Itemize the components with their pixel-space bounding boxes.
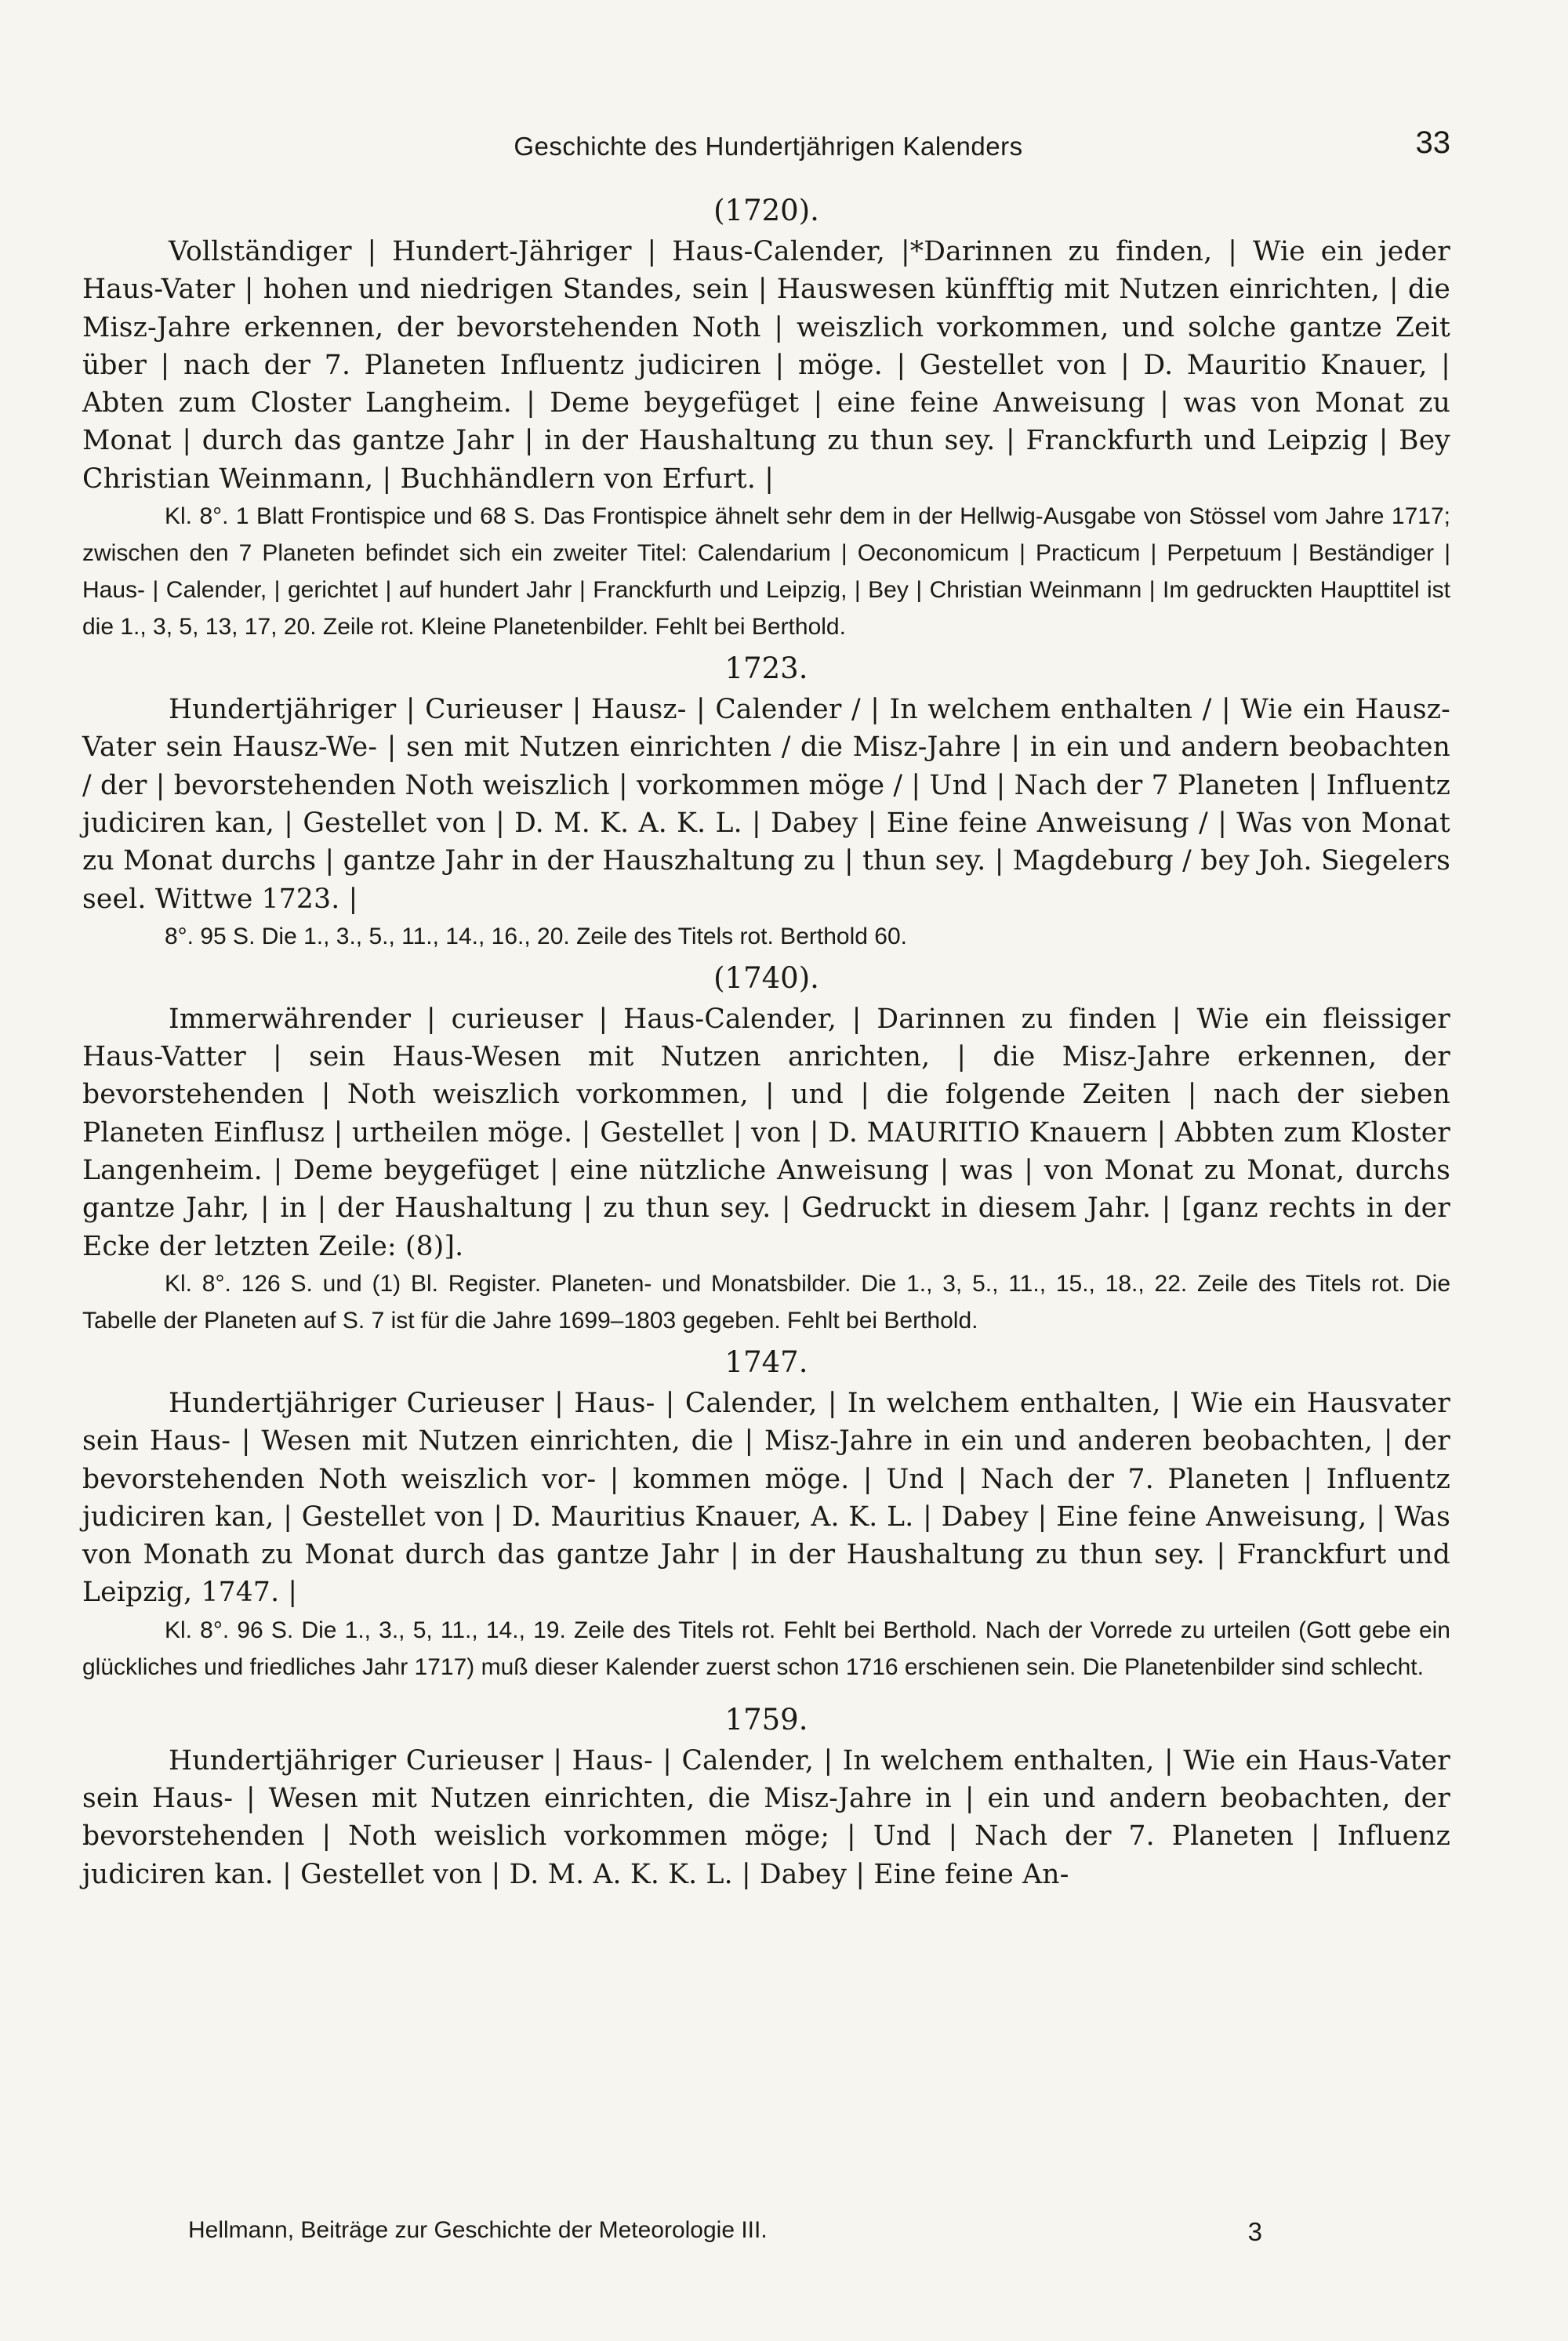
- entry-year: 1759.: [724, 1702, 808, 1737]
- entry-title-transcription: Vollständiger | Hundert-Jähriger | Haus-Calender, |*Darinnen zu finden, | Wie ein jeder Haus-Vater | hohen und niedrigen Standes, sein | Hauswesen künfftig mit Nutzen einrichten, | die Misz-Jahre erkennen, der bevorstehenden Noth | weiszlich vorkommen, und solche gantze Zeit über | nach der 7. Planeten Influentz judiciren | möge. | Gestellet von | D. Mauritio Knauer, | Abten zum Closter Langheim. | Deme beygefüget | eine feine Anweisung | was von Monat zu Monat | durch das gantze Jahr | in der Haushaltung zu thun sey. | Franckfurth und Leipzig | Bey Christian Weinmann, | Buchhändlern von Erfurt. |: [82, 236, 1450, 495]
- entry-bibliographic-note: Kl. 8°. 96 S. Die 1., 3., 5, 11., 14., 19. Zeile des Titels rot. Fehlt bei Berthold. Nach der Vorrede zu urteilen (Gott gebe ein glückliches und friedliches Jahr 1717) muß dieser Kalender zuerst schon 1716 erschienen sein. Die Planetenbilder sind schlecht.: [82, 1617, 1450, 1680]
- entry-year: (1740).: [713, 960, 819, 995]
- entry-year: (1720).: [713, 194, 819, 227]
- entry-year: 1723.: [724, 651, 808, 686]
- footer-citation: Hellmann, Beiträge zur Geschichte der Meteorologie III.: [188, 2217, 768, 2243]
- running-head: [86, 125, 1450, 172]
- entry-bibliographic-note: Kl. 8°. 126 S. und (1) Bl. Register. Planeten- und Monatsbilder. Die 1., 3, 5., 11., 15., 18., 22. Zeile des Titels rot. Die Tabelle der Planeten auf S. 7 ist für die Jahre 1699–1803 gegeben. Fehlt bei Berthold.: [82, 1270, 1450, 1334]
- entry-bibliographic-note: 8°. 95 S. Die 1., 3., 5., 11., 14., 16., 20. Zeile des Titels rot. Berthold 60.: [165, 923, 907, 949]
- calendar-entry-1723: [82, 650, 1450, 955]
- running-title: Geschichte des Hundertjährigen Kalenders: [514, 132, 1023, 161]
- calendar-entry-1747: [82, 1344, 1450, 1686]
- entry-title-transcription: Hundertjähriger Curieuser | Haus- | Calender, | In welchem enthalten, | Wie ein Hausvater sein Haus- | Wesen mit Nutzen einrichten, die | Misz-Jahre in ein und anderen beobachten, | der bevorstehenden Noth weiszlich vor- | kommen möge. | Und | Nach der 7. Planeten | Influentz judiciren kan, | Gestellet von | D. Mauritius Knauer, A. K. L. | Dabey | Eine feine Anweisung, | Was von Monath zu Monat durch das gantze Jahr | in der Haushaltung zu thun sey. | Franckfurt und Leipzig, 1747. |: [82, 1387, 1450, 1609]
- entry-spacer: [82, 1690, 1450, 1701]
- calendar-entry-1759: [82, 1701, 1450, 1893]
- calendar-entry-1720: [82, 192, 1450, 645]
- calendar-entry-1740: [82, 960, 1450, 1339]
- entry-bibliographic-note: Kl. 8°. 1 Blatt Frontispice und 68 S. Das Frontispice ähnelt sehr dem in der Hellwig-Ausgabe von Stössel vom Jahre 1717; zwischen den 7 Planeten befindet sich ein zweiter Titel: Calendarium | Oeconomicum | Practicum | Perpetuum | Beständiger | Haus- | Calender, | gerichtet | auf hundert Jahr | Franckfurth und Leipzig, | Bey | Christian Weinmann | Im gedruckten Haupttitel ist die 1., 3, 5, 13, 17, 20. Zeile rot. Kleine Planetenbilder. Fehlt bei Berthold.: [82, 503, 1450, 641]
- page-number: 33: [1415, 125, 1450, 160]
- signature-mark: 3: [1247, 2217, 1262, 2246]
- entry-title-transcription: Hundertjähriger Curieuser | Haus- | Calender, | In welchem enthalten, | Wie ein Haus-Vater sein Haus- | Wesen mit Nutzen einrichten, die Misz-Jahre in | ein und andern beobachten, der bevorstehenden | Noth weislich vorkommen möge; | Und | Nach der 7. Planeten | Influenz judiciren kan. | Gestellet von | D. M. A. K. K. L. | Dabey | Eine feine An-: [82, 1744, 1450, 1890]
- page-body: [82, 192, 1450, 1893]
- entry-title-transcription: Hundertjähriger | Curieuser | Hausz- | Calender / | In welchem enthalten / | Wie ein Hausz-Vater sein Hausz-We- | sen mit Nutzen einrichten / die Misz-Jahre | in ein und andern beobachten / der | bevorstehenden Noth weiszlich | vorkommen möge / | Und | Nach der 7 Planeten | Influentz judiciren kan, | Gestellet von | D. M. K. A. K. L. | Dabey | Eine feine Anweisung / | Was von Monat zu Monat durchs | gantze Jahr in der Hauszhaltung zu | thun sey. | Magdeburg / bey Joh. Siegelers seel. Wittwe 1723. |: [82, 694, 1450, 915]
- entry-title-transcription: Immerwährender | curieuser | Haus-Calender, | Darinnen zu finden | Wie ein fleissiger Haus-Vatter | sein Haus-Wesen mit Nutzen anrichten, | die Misz-Jahre erkennen, der bevorstehenden | Noth weiszlich vorkommen, | und | die folgende Zeiten | nach der sieben Planeten Einflusz | urtheilen möge. | Gestellet | von | D. MAURITIO Knauern | Abbten zum Kloster Langenheim. | Deme beygefüget | eine nützliche Anweisung | was | von Monat zu Monat, durchs gantze Jahr, | in | der Haushaltung | zu thun sey. | Gedruckt in diesem Jahr. | [ganz rechts in der Ecke der letzten Zeile: (8)].: [82, 1003, 1450, 1262]
- entry-year: 1747.: [724, 1345, 808, 1379]
